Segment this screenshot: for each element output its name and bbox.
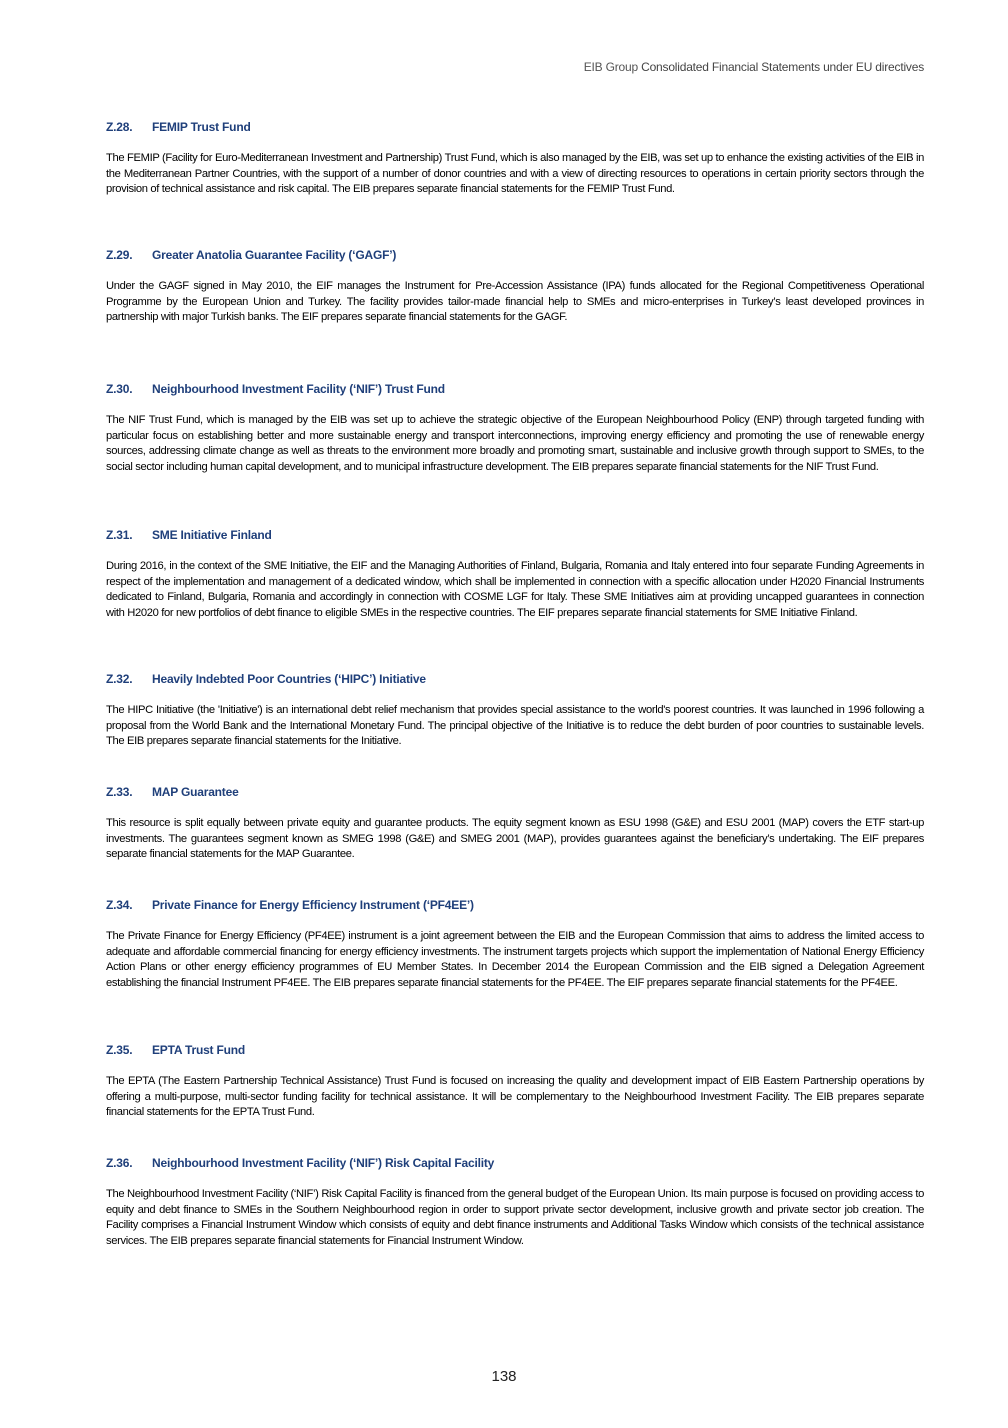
section-title: MAP Guarantee	[152, 785, 239, 799]
section-z34	[106, 898, 924, 1043]
section-number: Z.31.	[106, 528, 133, 542]
section-title: Greater Anatolia Guarantee Facility (‘GAGF’)	[152, 248, 397, 262]
section-z30	[106, 382, 924, 528]
section-number: Z.32.	[106, 672, 133, 686]
section-title: Heavily Indebted Poor Countries (‘HIPC’) Initiative	[152, 672, 426, 686]
section-number: Z.29.	[106, 248, 133, 262]
section-z32	[106, 672, 924, 785]
section-title: Neighbourhood Investment Facility (‘NIF’) Risk Capital Facility	[152, 1156, 495, 1170]
section-body: The FEMIP (Facility for Euro-Mediterranean Investment and Partnership) Trust Fund, which is also managed by the EIB, was set up to enhance the existing activities of the EIB in the Mediterranean Partner Countries, with the support of a number of donor countries and with a view of directing resources to operations in certain priority sectors through the provision of technical assistance and risk capital. The EIB prepares separate financial statements for the FEMIP Trust Fund.	[106, 152, 924, 195]
section-body: The Private Finance for Energy Efficiency (PF4EE) instrument is a joint agreement between the EIB and the European Commission that aims to address the limited access to adequate and affordable commercial financing for energy efficiency investments. The instrument targets projects which support the implementation of National Energy Efficiency Action Plans or other energy efficiency programmes of EU Member States. In December 2014 the European Commission and the EIB signed a Delegation Agreement establishing the financial Instrument PF4EE. The EIB prepares separate financial statements for the PF4EE. The EIF prepares separate financial statements for the PF4EE.	[106, 930, 924, 989]
page-header	[584, 60, 924, 74]
section-title: Private Finance for Energy Efficiency Instrument (‘PF4EE’)	[152, 898, 474, 912]
section-heading	[106, 248, 924, 262]
header-prefix: EIB Group	[583, 60, 638, 74]
section-number: Z.28.	[106, 120, 133, 134]
page-content	[106, 120, 924, 1249]
section-heading	[106, 1156, 924, 1170]
section-number: Z.30.	[106, 382, 133, 396]
section-heading	[106, 120, 924, 134]
section-heading	[106, 785, 924, 799]
section-z35	[106, 1043, 924, 1156]
section-heading	[106, 382, 924, 396]
section-body: During 2016, in the context of the SME Initiative, the EIF and the Managing Authorities of Finland, Bulgaria, Romania and Italy entered into four separate Funding Agreements in respect of the implementation and management of a dedicated window, which shall be implemented in connection with a specific allocation under H2020 Financial Instruments dedicated to Finland, Bulgaria, Romania and accordingly in connection with COSME LGF for Italy. These SME Initiatives aim at providing uncapped guarantees in connection with H2020 for new portfolios of debt finance to eligible SMEs in the respective countries. The EIF prepares separate financial statements for SME Initiative Finland.	[106, 560, 924, 619]
section-body: The NIF Trust Fund, which is managed by the EIB was set up to achieve the strategic objective of the European Neighbourhood Policy (ENP) through targeted funding with particular focus on establishing better and more sustainable energy and transport interconnections, improving energy efficiency and promoting the use of renewable energy sources, addressing climate change as well as threats to the environment more broadly and promoting smart, sustainable and inclusive growth through support to SMEs, to the social sector including human capital development, and to municipal infrastructure development. The EIB prepares separate financial statements for the NIF Trust Fund.	[106, 414, 924, 473]
section-number: Z.36.	[106, 1156, 133, 1170]
page-number: 138	[491, 1368, 517, 1385]
section-title: SME Initiative Finland	[152, 528, 272, 542]
header-title: Consolidated Financial Statements under EU directives	[641, 60, 924, 74]
section-number: Z.34.	[106, 898, 133, 912]
section-number: Z.33.	[106, 785, 133, 799]
section-heading	[106, 528, 924, 542]
section-z36	[106, 1156, 924, 1249]
section-title: FEMIP Trust Fund	[152, 120, 251, 134]
section-heading	[106, 672, 924, 686]
section-z28	[106, 120, 924, 248]
section-z31	[106, 528, 924, 672]
section-title: EPTA Trust Fund	[152, 1043, 245, 1057]
section-heading	[106, 898, 924, 912]
section-z33	[106, 785, 924, 898]
section-number: Z.35.	[106, 1043, 133, 1057]
section-body: The HIPC Initiative (the 'Initiative') is an international debt relief mechanism that provides special assistance to the world's poorest countries. It was launched in 1996 following a proposal from the World Bank and the International Monetary Fund. The principal objective of the Initiative is to reduce the debt burden of poor countries to sustainable levels. The EIB prepares separate financial statements for the Initiative.	[106, 704, 924, 747]
section-body: The Neighbourhood Investment Facility (‘NIF’) Risk Capital Facility is financed from the general budget of the European Union. Its main purpose is focused on providing access to equity and debt finance to SMEs in the Southern Neighbourhood region in order to support private sector development, inclusive growth and private sector job creation. The Facility comprises a Financial Instrument Window which consists of equity and debt finance instruments and Additional Tasks Window which consists of the technical assistance services. The EIB prepares separate financial statements for Financial Instrument Window.	[106, 1188, 924, 1247]
section-body: Under the GAGF signed in May 2010, the EIF manages the Instrument for Pre-Accession Assistance (IPA) funds allocated for the Regional Competitiveness Operational Programme by the European Union and Turkey. The facility provides tailor-made financial help to SMEs and micro-enterprises in Turkey’s least developed provinces in partnership with major Turkish banks. The EIF prepares separate financial statements for the GAGF.	[106, 280, 924, 323]
section-title: Neighbourhood Investment Facility (‘NIF’) Trust Fund	[152, 382, 445, 396]
section-heading	[106, 1043, 924, 1057]
section-body: This resource is split equally between private equity and guarantee products. The equity segment known as ESU 1998 (G&E) and ESU 2001 (MAP) covers the ETF start-up investments. The guarantees segment known as SMEG 1998 (G&E) and SMEG 2001 (MAP), provides guarantees against the beneficiary’s undertaking. The EIF prepares separate financial statements for the MAP Guarantee.	[106, 817, 924, 860]
section-body: The EPTA (The Eastern Partnership Technical Assistance) Trust Fund is focused on increasing the quality and development impact of EIB Eastern Partnership operations by offering a multi-purpose, multi-sector funding facility for technical assistance. It will be complementary to the Neighbourhood Investment Facility. The EIB prepares separate financial statements for the EPTA Trust Fund.	[106, 1075, 924, 1118]
section-z29	[106, 248, 924, 382]
